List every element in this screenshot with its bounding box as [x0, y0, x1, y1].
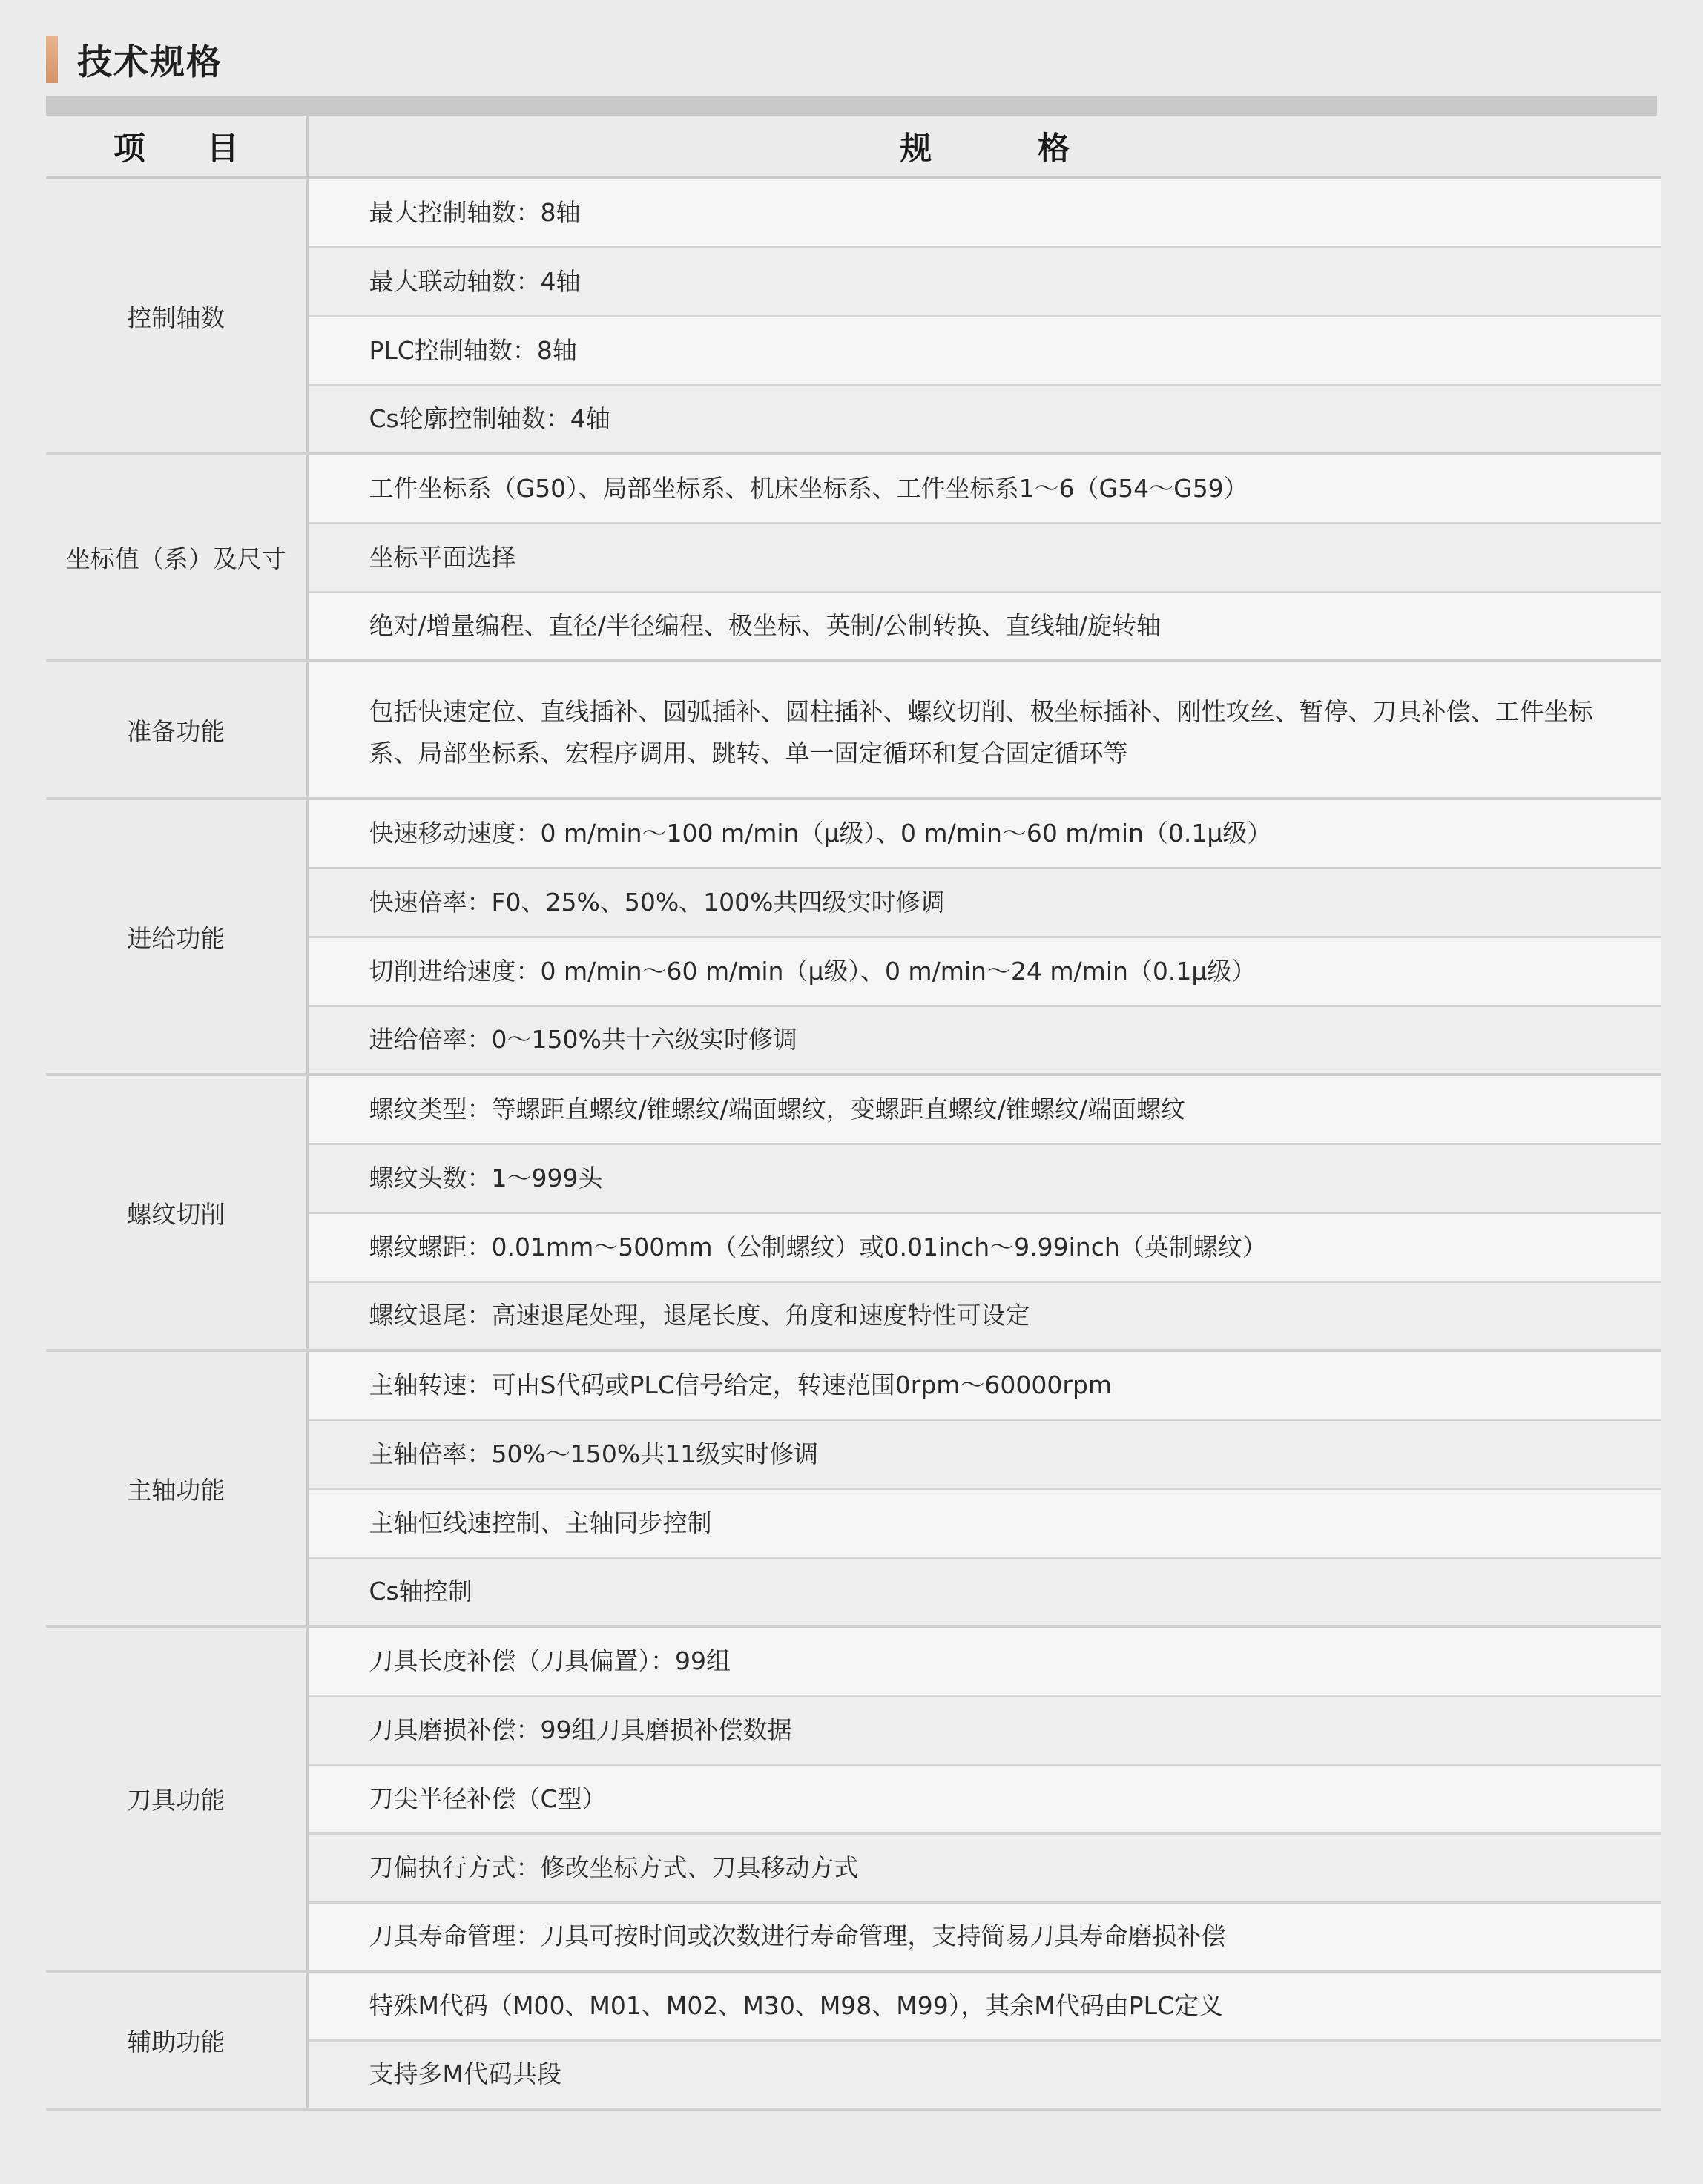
- spec-cell: Cs轴控制: [307, 1557, 1661, 1626]
- spec-cell: 主轴转速：可由S代码或PLC信号给定，转速范围0rpm～60000rpm: [307, 1350, 1661, 1419]
- header-spec: 规 格: [307, 116, 1661, 178]
- category-cell: 刀具功能: [46, 1626, 307, 1971]
- table-row: [46, 454, 1661, 523]
- category-cell: 控制轴数: [46, 178, 307, 454]
- header-item: 项 目: [46, 116, 307, 178]
- spec-cell: PLC控制轴数：8轴: [307, 316, 1661, 385]
- spec-cell: 最大联动轴数：4轴: [307, 247, 1661, 316]
- spec-cell: 主轴恒线速控制、主轴同步控制: [307, 1488, 1661, 1557]
- table-row: [46, 799, 1661, 868]
- table-row: [46, 1626, 1661, 1695]
- spec-cell: 螺纹类型：等螺距直螺纹/锥螺纹/端面螺纹，变螺距直螺纹/锥螺纹/端面螺纹: [307, 1075, 1661, 1144]
- spec-cell: 包括快速定位、直线插补、圆弧插补、圆柱插补、螺纹切削、极坐标插补、刚性攻丝、暂停、刀具补偿、工件坐标系、局部坐标系、宏程序调用、跳转、单一固定循环和复合固定循环等: [307, 661, 1661, 799]
- spec-cell: 进给倍率：0～150%共十六级实时修调: [307, 1006, 1661, 1075]
- spec-cell: 最大控制轴数：8轴: [307, 178, 1661, 247]
- section-heading: [46, 33, 223, 86]
- spec-cell: 快速移动速度：0 m/min～100 m/min（μ级）、0 m/min～60 m/min（0.1μ级）: [307, 799, 1661, 868]
- table-row: [46, 178, 1661, 247]
- spec-cell: 特殊M代码（M00、M01、M02、M30、M98、M99），其余M代码由PLC定义: [307, 1971, 1661, 2040]
- spec-cell: 螺纹螺距：0.01mm～500mm（公制螺纹）或0.01inch～9.99inch（英制螺纹）: [307, 1213, 1661, 1281]
- table-row: [46, 1350, 1661, 1419]
- category-cell: 准备功能: [46, 661, 307, 799]
- spec-cell: 切削进给速度：0 m/min～60 m/min（μ级）、0 m/min～24 m/min（0.1μ级）: [307, 937, 1661, 1006]
- table-row: [46, 661, 1661, 799]
- category-cell: 辅助功能: [46, 1971, 307, 2109]
- spec-cell: 刀偏执行方式：修改坐标方式、刀具移动方式: [307, 1833, 1661, 1902]
- heading-accent-bar: [46, 36, 58, 83]
- spec-cell: 主轴倍率：50%～150%共11级实时修调: [307, 1419, 1661, 1488]
- table-row: [46, 1971, 1661, 2040]
- spec-cell: 刀具寿命管理：刀具可按时间或次数进行寿命管理，支持简易刀具寿命磨损补偿: [307, 1902, 1661, 1971]
- section-title: 技术规格: [77, 42, 223, 83]
- spec-cell: 刀具磨损补偿：99组刀具磨损补偿数据: [307, 1695, 1661, 1764]
- table-header-row: [46, 116, 1661, 178]
- spec-table: [46, 116, 1661, 2111]
- category-cell: 螺纹切削: [46, 1075, 307, 1350]
- spec-cell: 快速倍率：F0、25%、50%、100%共四级实时修调: [307, 868, 1661, 937]
- spec-table-body: [46, 178, 1661, 2109]
- spec-cell: 刀具长度补偿（刀具偏置）：99组: [307, 1626, 1661, 1695]
- spec-cell: 工件坐标系（G50）、局部坐标系、机床坐标系、工件坐标系1～6（G54～G59）: [307, 454, 1661, 523]
- spec-cell: 刀尖半径补偿（C型）: [307, 1764, 1661, 1833]
- table-row: [46, 1075, 1661, 1144]
- spec-cell: 螺纹退尾：高速退尾处理，退尾长度、角度和速度特性可设定: [307, 1281, 1661, 1350]
- category-cell: 坐标值（系）及尺寸: [46, 454, 307, 661]
- spec-cell: 支持多M代码共段: [307, 2040, 1661, 2109]
- category-cell: 主轴功能: [46, 1350, 307, 1626]
- category-cell: 进给功能: [46, 799, 307, 1075]
- heading-divider-bar: [46, 96, 1657, 116]
- spec-cell: Cs轮廓控制轴数：4轴: [307, 385, 1661, 454]
- spec-cell: 绝对/增量编程、直径/半径编程、极坐标、英制/公制转换、直线轴/旋转轴: [307, 592, 1661, 661]
- spec-cell: 坐标平面选择: [307, 523, 1661, 592]
- spec-cell: 螺纹头数：1～999头: [307, 1144, 1661, 1213]
